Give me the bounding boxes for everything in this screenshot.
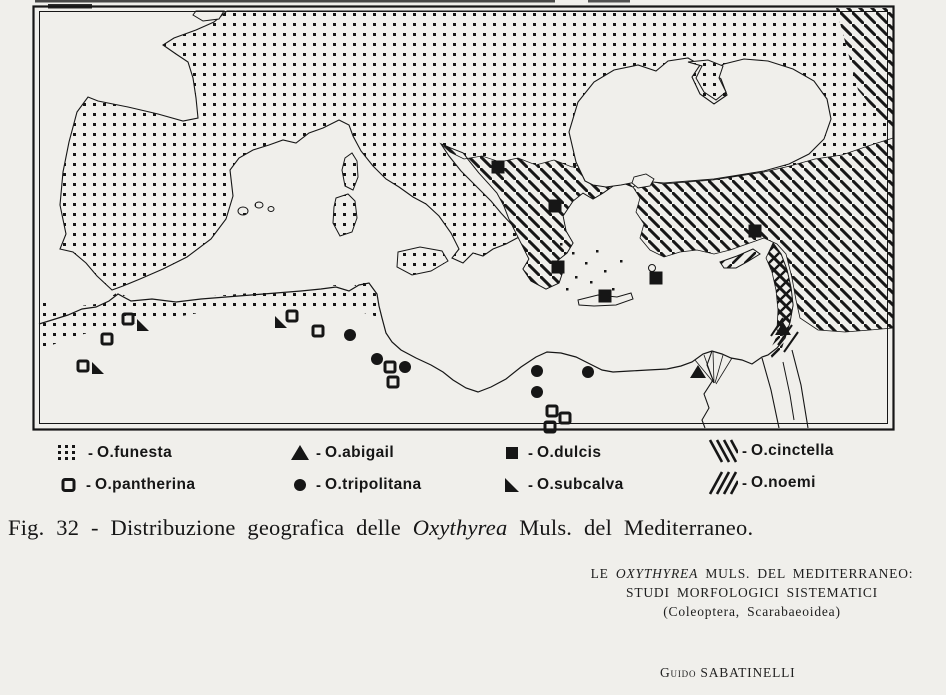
balearic-island [238,207,248,215]
marker-pantherina [102,334,112,344]
publication-line1-prefix: LE [590,566,616,581]
forwardslash-hatch-icon [708,471,738,495]
legend-item-abigail [288,442,394,464]
legend-separator: - [528,476,533,494]
filled-square-icon [500,443,524,463]
publication-line1-suffix: MULS. DEL MEDITERRANEO: [698,566,914,581]
publication-line1 [563,564,941,583]
region-maghreb-funesta-dotted [39,282,381,350]
balearic-island [255,202,263,208]
marker-pantherina [78,361,88,371]
legend-label-cinctella: O.cinctella [751,442,834,459]
filled-triangle-icon [288,443,312,463]
marker-pantherina [287,311,297,321]
marker-dulcis [749,225,762,238]
publication-title-block [563,564,941,621]
marker-tripolitana [582,366,594,378]
marker-dulcis [492,161,505,174]
legend-item-dulcis [500,442,601,464]
sicily-dotted [397,247,448,275]
legend-item-funesta [56,442,172,464]
marker-tripolitana [531,365,543,377]
author-line [660,665,880,681]
legend-label-abigail: O.abigail [325,444,395,461]
marker-pantherina [560,413,570,423]
open-square-icon [58,475,82,495]
legend-item-subcalva [500,474,624,496]
figure-caption [8,515,942,541]
legend-item-noemi [708,472,816,494]
marker-tripolitana [531,386,543,398]
legend-separator: - [316,476,321,494]
marker-pantherina [388,377,398,387]
filled-circle-icon [288,475,312,495]
marker-tripolitana [371,353,383,365]
dot-pattern-icon [56,443,84,463]
marker-dulcis [650,272,663,285]
marker-dulcis [599,290,612,303]
marker-subcalva [92,362,104,374]
author-given-name: Guido [660,665,697,680]
marker-pantherina [547,406,557,416]
nile-and-red-sea-lines [695,350,808,428]
caption-text-after: Muls. del Mediterraneo. [507,515,754,540]
publication-line3: (Coleoptera, Scarabaeoidea) [663,604,841,619]
corner-triangle-icon [500,475,524,495]
backslash-hatch-icon [708,439,738,463]
marker-pantherina [313,326,323,336]
author-family-name: SABATINELLI [696,665,796,680]
legend-label-tripolitana: O.tripolitana [325,476,422,493]
legend-separator: - [742,442,747,460]
caption-text-before: Distribuzione geografica delle [110,515,413,540]
legend-separator: - [88,444,93,462]
legend-item-pantherina [58,474,195,496]
aegean-islands [560,243,623,291]
balearic-island [268,207,274,212]
scan-artifact [35,0,555,3]
caption-genus-italic: Oxythyrea [412,515,508,540]
marker-subcalva [275,316,287,328]
marker-dulcis [552,261,565,274]
legend-label-noemi: O.noemi [751,474,816,491]
marker-abigail [690,365,706,378]
legend-item-tripolitana [288,474,421,496]
legend-label-dulcis: O.dulcis [537,444,602,461]
caption-separator: - [79,515,111,540]
legend-separator: - [316,444,321,462]
marker-tripolitana [399,361,411,373]
figure-number: Fig. 32 [8,515,80,540]
marker-pantherina [385,362,395,372]
legend-label-pantherina: O.pantherina [95,476,196,493]
legend-label-subcalva: O.subcalva [537,476,624,493]
sardinia-dotted [333,194,357,236]
scan-artifact [588,0,630,3]
marker-dulcis [549,200,562,213]
rhodes [649,265,656,272]
marker-pantherina [545,422,555,432]
legend-separator: - [528,444,533,462]
corsica-dotted [342,153,358,190]
legend-separator: - [86,476,91,494]
legend-label-funesta: O.funesta [97,444,173,461]
cyprus-noemi-hatch [720,249,760,268]
marker-tripolitana [344,329,356,341]
legend-item-cinctella [708,440,834,462]
publication-line2: STUDI MORFOLOGICI SISTEMATICI [626,585,878,600]
legend-separator: - [742,474,747,492]
publication-line1-genus: OXYTHYREA [615,566,699,581]
